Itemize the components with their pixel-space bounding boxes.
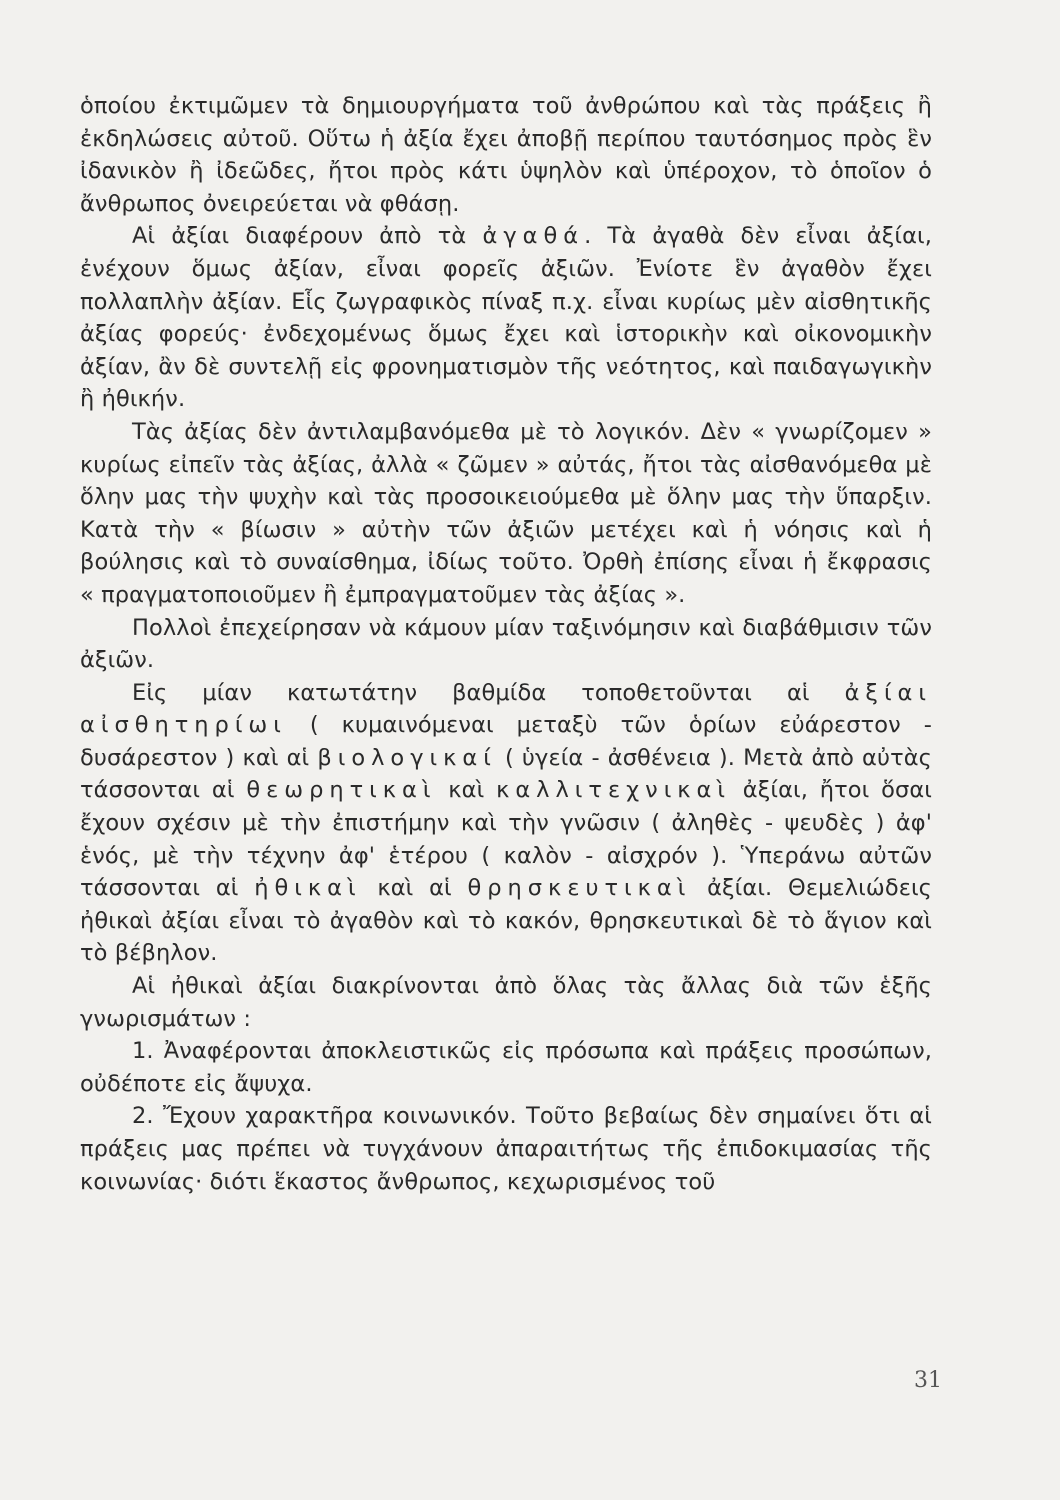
term-thriskeftikai: θρησκευτικαὶ — [467, 875, 692, 902]
paragraph-5-text-5: ἀξίαι, ἤτοι ὅσαι ἔχουν σχέσιν μὲ τὴν ἐπιστήμην καὶ τὴν γνῶσιν ( ἀληθὲς - ψευδὲς ) ἀφ' ἑνός, μὲ τὴν τέχνην ἀφ' ἑτέρου ( καλὸν - αἰσχρόν ). Ὑπεράνω αὐτῶν τάσσονται αἱ — [80, 777, 932, 902]
paragraph-3: Τὰς ἀξίας δὲν ἀντιλαμβανόμεθα μὲ τὸ λογικόν. Δὲν « γνωρίζομεν » κυρίως εἰπεῖν τὰς ἀξίας, ἀλλὰ « ζῶμεν » αὐτάς, ἤτοι τὰς αἰσθανόμεθα μὲ ὅλην μας τὴν ψυχὴν καὶ τὰς προσοικειούμεθα μὲ ὅλην μας τὴν ὕπαρξιν. Κατὰ τὴν « βίωσιν » αὐτὴν τῶν ἀξιῶν μετέχει καὶ ἡ νόησις καὶ ἡ βούλησις καὶ τὸ συναίσθημα, ἰδίως τοῦτο. Ὀρθὴ ἐπίσης εἶναι ἡ ἔκφρασις « πραγματοποιοῦμεν ἢ ἐμπραγματοῦμεν τὰς ἀξίας ». — [80, 418, 932, 608]
paragraph-5-text-4: καὶ — [436, 777, 497, 804]
paragraph-5 — [80, 677, 932, 970]
paragraph-5-text-2: ( κυμαινόμεναι μεταξὺ τῶν ὁρίων εὐάρεστον - δυσάρεστον ) καὶ αἱ — [80, 712, 932, 771]
term-agatha: ἀγαθά — [482, 223, 585, 250]
paragraph-2-text-b: . Τὰ ἀγαθὰ δὲν εἶναι ἀξίαι, ἐνέχουν ὅμως ἀξίαν, εἶναι φορεῖς ἀξιῶν. Ἐνίοτε ἓν ἀγαθὸν ἔχει πολλαπλὴν ἀξίαν. Εἷς ζωγραφικὸς πίναξ π.χ. εἶναι κυρίως μὲν αἰσθητικῆς ἀξίας φορεύς· ἐνδεχομένως ὅμως ἔχει καὶ ἱστορικὴν καὶ οἰκονομικὴν ἀξίαν, ἂν δὲ συντελῇ εἰς φρονηματισμὸν τῆς νεότητος, καὶ παιδαγωγικὴν ἢ ἠθικήν. — [80, 223, 932, 413]
list-item-2: 2. Ἔχουν χαρακτῆρα κοινωνικόν. Τοῦτο βεβαίως δὲν σημαίνει ὅτι αἱ πράξεις μας πρέπει νὰ τυγχάνουν ἀπαραιτήτως τῆς ἐπιδοκιμασίας τῆς κοινωνίας· διότι ἕκαστος ἄνθρωπος, κεχωρισμένος τοῦ — [80, 1103, 932, 1195]
paragraph-5-text-1: Εἰς μίαν κατωτάτην βαθμίδα τοποθετοῦνται αἱ — [132, 679, 845, 706]
term-theoritikai: θεωρητικαὶ — [246, 777, 437, 804]
paragraph-2 — [80, 220, 932, 416]
term-ithikai: ἠθικαὶ — [254, 875, 362, 902]
page-number: 31 — [914, 1368, 942, 1393]
paragraph-6: Αἱ ἠθικαὶ ἀξίαι διακρίνονται ἀπὸ ὅλας τὰς ἄλλας διὰ τῶν ἑξῆς γνωρισμάτων : — [80, 973, 932, 1032]
term-aisthitiriai: ἀξίαι αἰσθητηρίωι — [80, 679, 932, 739]
term-viologikai: βιολογικαί — [317, 744, 497, 771]
paragraph-2-text-a: Αἱ ἀξίαι διαφέρουν ἀπὸ τὰ — [132, 223, 483, 250]
page-body — [80, 90, 932, 1198]
paragraph-5-text-6: καὶ αἱ — [361, 875, 468, 902]
paragraph-5-text-3: ( ὑγεία - ἀσθένεια ). Μετὰ ἀπὸ αὐτὰς τάσσονται αἱ — [80, 744, 932, 804]
paragraph-1: ὁποίου ἐκτιμῶμεν τὰ δημιουργήματα τοῦ ἀνθρώπου καὶ τὰς πράξεις ἢ ἐκδηλώσεις αὐτοῦ. Οὕτω ἡ ἀξία ἔχει ἀποβῇ περίπου ταυτόσημος πρὸς ἓν ἰδανικὸν ἢ ἰδεῶδες, ἤτοι πρὸς κάτι ὑψηλὸν καὶ ὑπέροχον, τὸ ὁποῖον ὁ ἄνθρωπος ὀνειρεύεται νὰ φθάσῃ. — [80, 93, 932, 217]
paragraph-4: Πολλοὶ ἐπεχείρησαν νὰ κάμουν μίαν ταξινόμησιν καὶ διαβάθμισιν τῶν ἀξιῶν. — [80, 614, 932, 674]
paragraph-5-text-7: ἀξίαι. Θεμελιώδεις ἠθικαὶ ἀξίαι εἶναι τὸ ἀγαθὸν καὶ τὸ κακόν, θρησκευτικαὶ δὲ τὸ ἅγιον καὶ τὸ βέβηλον. — [80, 875, 932, 967]
list-item-1: 1. Ἀναφέρονται ἀποκλειστικῶς εἰς πρόσωπα καὶ πράξεις προσώπων, οὐδέποτε εἰς ἄψυχα. — [80, 1038, 932, 1097]
term-kallitechnikai: καλλιτεχνικαὶ — [496, 777, 732, 804]
